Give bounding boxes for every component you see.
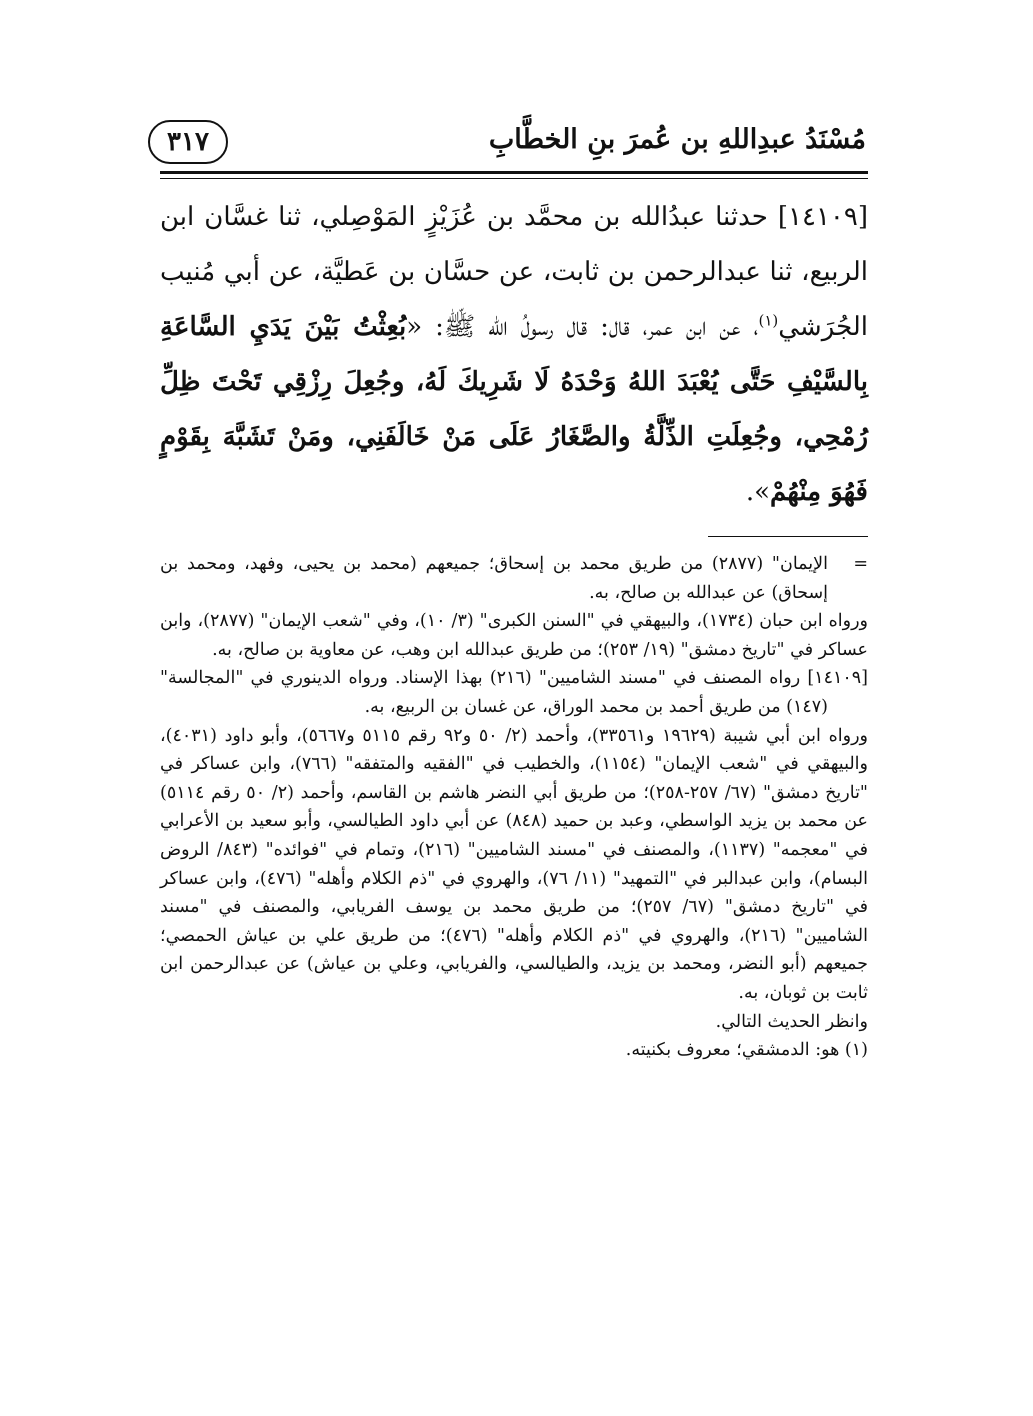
hadith-paragraph [160, 190, 868, 520]
note-paragraph-hadith: [١٤١٠٩] رواه المصنف في "مسند الشاميين" (٢١٦) بهذا الإسناد. ورواه الدينوري في "المجالسة" (١٤٧) من طريق أحمد بن محمد الوراق، عن غسان بن الربيع، به. [160, 668, 868, 717]
note-paragraph: ورواه ابن حبان (١٧٣٤)، والبيهقي في "السنن الكبرى" (٣/ ١٠)، وفي "شعب الإيمان" (٢٨٧٧)، وابن عساكر في "تاريخ دمشق" (١٩/ ٢٥٣)؛ من طريق عبدالله ابن وهب، عن معاوية بن صالح، به. [160, 611, 868, 660]
footnote-1: (١) هو: الدمشقي؛ معروف بكنيته. [625, 1040, 868, 1061]
header-rule-thick [160, 171, 868, 174]
note-text: الإيمان" (٢٨٧٧) من طريق محمد بن إسحاق؛ جميعهم (محمد بن يحيى، وفهد، ومحمد بن إسحاق) عن عبدالله بن صالح، به. [160, 554, 828, 603]
hadith-matn: بُعِثْتُ بَيْنَ يَدَيِ السَّاعَةِ بِالسَّيْفِ حَتَّى يُعْبَدَ اللهُ وَحْدَهُ لَا شَرِيكَ لَهُ، وجُعِلَ رِزْقِي تَحْتَ ظِلِّ رُمْحِي، وجُعِلَتِ الذِّلَّةُ والصَّغَارُ عَلَى مَنْ خَالَفَنِي، ومَنْ تَشَبَّهَ بِقَوْمٍ فَهُوَ مِنْهُمْ [160, 312, 868, 507]
footnotes-section [160, 550, 868, 1065]
note-paragraph: وانظر الحديث التالي. [715, 1011, 868, 1032]
page-number-badge: ٣١٧ [148, 120, 228, 164]
note-paragraph: ورواه ابن أبي شيبة (١٩٦٢٩ و٣٣٥٦١)، وأحمد (٢/ ٥٠ و٩٢ رقم ٥١١٥ و٥٦٦٧)، وأبو داود (٤٠٣١)، والبيهقي في "شعب الإيمان" (١١٥٤)، والخطيب في "الفقيه والمتفقه" (٧٦٦)، وابن عساكر في "تاريخ دمشق" (٦٧/ ٢٥٧-٢٥٨)؛ من طريق أبي النضر هاشم بن القاسم، وأحمد (٢/ ٥٠ رقم ٥١١٤) عن محمد بن يزيد الواسطي، وعبد بن حميد (٨٤٨) عن أبي داود الطيالسي، وأبو سعيد بن الأعرابي في "معجمه" (١١٣٧)، والمصنف في "مسند الشاميين" (٢١٦)، وتمام في "فوائده" (٨٤٣/ الروض البسام)، وابن عبدالبر في "التمهيد" (١١/ ٧٦)، والهروي في "ذم الكلام وأهله" (٤٧٦)، وابن عساكر في "تاريخ دمشق" (٦٧/ ٢٥٧)؛ من طريق محمد بن يوسف الفريابي، والمصنف في "مسند الشاميين" (٢١٦)، والهروي في "ذم الكلام وأهله" (٤٧٦)؛ من طريق علي بن عياش الحمصي؛ جميعهم (أبو النضر، ومحمد بن يزيد، والطيالسي، والفريابي، وعلي بن عياش) عن عبدالرحمن ابن ثابت بن ثوبان، به. [160, 725, 869, 1003]
hadith-number: [١٤١٠٩] [777, 202, 868, 232]
continuation-marker: = [853, 554, 868, 574]
running-header-title: مُسْنَدُ عبدِاللهِ بن عُمرَ بنِ الخطَّابِ [488, 124, 866, 155]
hadith-isnad: حدثنا عبدُالله بن محمَّد بن عُزَيْزٍ المَوْصِلي، ثنا غسَّان ابن الربيع، ثنا عبدالرحمن بن ثابت، عن حسَّان بن عَطيَّة، عن أبي مُنيب الجُرَشي [160, 202, 868, 342]
hadith-end: ». [745, 477, 771, 507]
hadith-lead: ، عن ابن عمر، قال: قال رسولُ الله ﷺ: « [406, 312, 759, 342]
footnote-reference[interactable]: (١) [758, 311, 779, 330]
footnote-separator [708, 536, 868, 537]
note-paragraph-continued [160, 550, 868, 607]
header-rule-thin [160, 178, 868, 179]
hadith-main-text [160, 190, 868, 520]
